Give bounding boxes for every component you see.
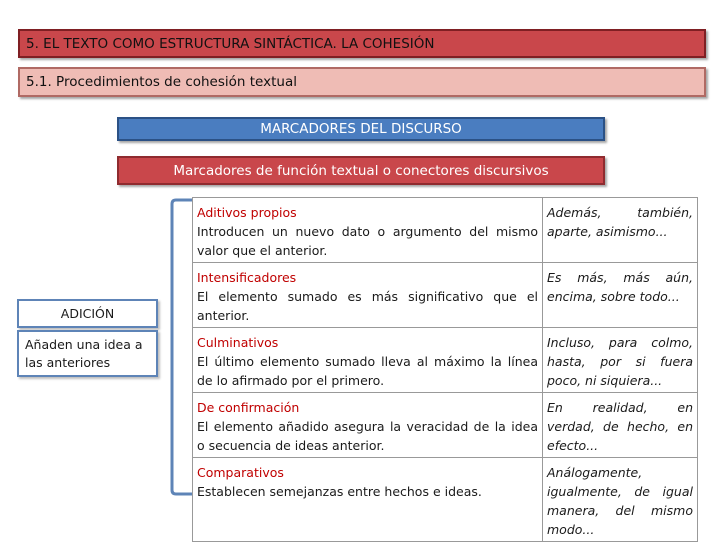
- connector-type: De confirmación: [197, 400, 300, 415]
- connector-description-cell: [193, 198, 543, 263]
- connector-description-cell: [193, 263, 543, 328]
- table-row: [193, 328, 698, 393]
- connector-type: Aditivos propios: [197, 205, 297, 220]
- subsection-title: 5.1. Procedimientos de cohesión textual: [26, 74, 297, 90]
- connectors-table: [192, 197, 698, 542]
- connector-description: El elemento sumado es más significativo que el anterior.: [197, 289, 538, 323]
- table-row: [193, 393, 698, 458]
- connector-type: Culminativos: [197, 335, 279, 350]
- connector-description-cell: [193, 328, 543, 393]
- connector-description: El elemento añadido asegura la veracidad de la idea o secuencia de ideas anterior.: [197, 419, 538, 453]
- brace-bracket: [170, 197, 194, 497]
- connector-examples: Es más, más aún, encima, sobre todo...: [543, 263, 698, 328]
- connector-description: Introducen un nuevo dato o argumento del mismo valor que el anterior.: [197, 224, 538, 258]
- table-row: [193, 198, 698, 263]
- connector-examples: Además, también, aparte, asimismo...: [543, 198, 698, 263]
- category-description: Añaden una idea a las anteriores: [25, 337, 143, 370]
- connector-description-cell: [193, 458, 543, 542]
- category-name: ADICIÓN: [60, 306, 115, 321]
- connector-type: Intensificadores: [197, 270, 297, 285]
- subsection-title-bar: [18, 67, 706, 97]
- discourse-markers-label: MARCADORES DEL DISCURSO: [260, 121, 462, 137]
- connector-examples: En realidad, en verdad, de hecho, en efecto...: [543, 393, 698, 458]
- discourse-markers-banner: [117, 117, 605, 141]
- textual-function-label: Marcadores de función textual o conectores discursivos: [173, 162, 549, 179]
- table-row: [193, 263, 698, 328]
- connector-description: Establecen semejanzas entre hechos e ideas.: [197, 484, 482, 499]
- connector-description: El último elemento sumado lleva al máximo la línea de lo afirmado por el primero.: [197, 354, 538, 388]
- connector-examples: Análogamente, igualmente, de igual manera, del mismo modo...: [543, 458, 698, 542]
- connector-type: Comparativos: [197, 465, 284, 480]
- category-description-box: [17, 330, 158, 377]
- category-name-box: [17, 299, 158, 328]
- section-title: 5. EL TEXTO COMO ESTRUCTURA SINTÁCTICA. LA COHESIÓN: [26, 35, 435, 52]
- textual-function-banner: [117, 156, 605, 185]
- table-row: [193, 458, 698, 542]
- connector-examples: Incluso, para colmo, hasta, por si fuera poco, ni siquiera...: [543, 328, 698, 393]
- section-title-bar: [18, 29, 706, 58]
- connector-description-cell: [193, 393, 543, 458]
